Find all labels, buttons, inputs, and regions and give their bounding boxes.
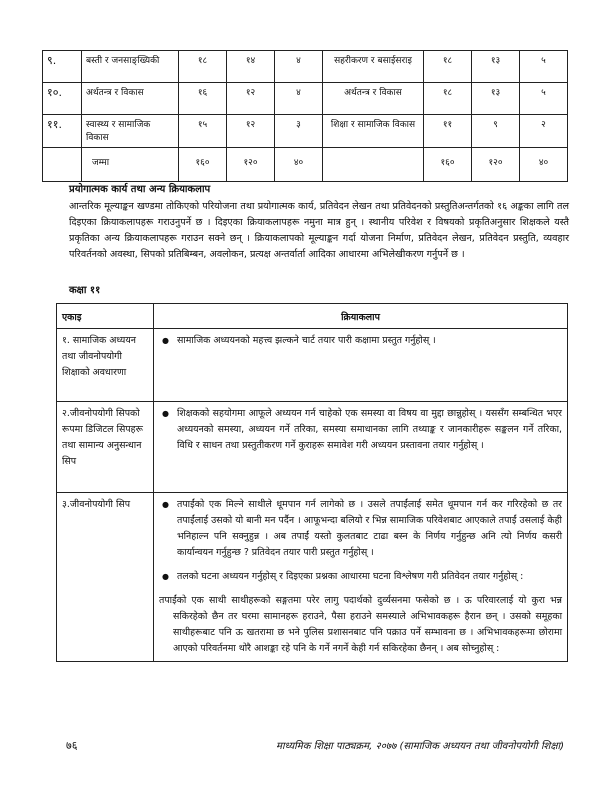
unit-cell: २.जीवनोपयोगी सिपको रूपमा डिजिटल सिपहरू तथा सामान्य अनुसन्धान सिप	[57, 402, 154, 493]
unit-topic: अर्थतन्त्र र विकास	[82, 83, 179, 115]
marks-practical: ३	[275, 115, 323, 148]
table-row	[57, 329, 568, 402]
marks-total: १६०	[424, 148, 472, 182]
column-header-activity: क्रियाकलाप	[154, 304, 568, 329]
marks-practical: ४०	[520, 148, 568, 182]
unit-cell: १. सामाजिक अध्ययन तथा जीवनोपयोगी शिक्षाको अवधारणा	[57, 329, 154, 402]
table-row	[43, 83, 568, 115]
activity-cell	[154, 493, 568, 662]
table-header-row	[57, 304, 568, 329]
marks-practical: ४	[275, 83, 323, 115]
marks-total: १८	[424, 51, 472, 83]
page-number: ७६	[66, 739, 78, 752]
case-study-text: तपाईंको एक साथी साथीहरूको सङ्गतमा परेर लागु पदार्थको दुर्व्यसनमा फसेको छ । ऊ परिवारलाई यो कुरा भन्न सकिरहेको छैन तर घरमा सामानहरू हराउने, पैसा हराउने समस्याले अभिभावकहरू हैरान छन् । उसको समूहका साथीहरूबाट पनि ऊ खतरामा छ भने पुलिस प्रशासनबाट पनि पक्राउ पर्ने सम्भावना छ । अभिभावकहरूमा छोरामा आएको परिवर्तनमा थोरै आशङ्का रहे पनि के गर्ने नगर्ने केही गर्न सकिरहेका छैनन् । अब सोच्नुहोस् :	[159, 595, 562, 654]
serial-number: ११.	[43, 115, 82, 148]
activity-bullet: ● तपाईंको एक मिल्ने साथीले धूमपान गर्न लागेको छ । उसले तपाईंलाई समेत धूमपान गर्न कर गरिरहेको छ तर तपाईंलाई उसको यो बानी मन पर्दैन । आफूभन्दा बलियो र भिन्न सामाजिक परिवेशबाट आएकाले तपाईं उसलाई केही भनिहाल्न पनि सक्नुहुन्न । अब तपाईं यस्तो कुलतबाट टाढा बस्न के निर्णय गर्नुहुन्छ अनि त्यो निर्णय कसरी कार्यान्वयन गर्नुहुन्छ ? प्रतिवेदन तयार पारी प्रस्तुत गर्नुहोस् ।	[177, 497, 562, 561]
marks-distribution-table	[42, 50, 568, 182]
marks-practical: ५	[520, 51, 568, 83]
column-header-unit: एकाइ	[57, 304, 154, 329]
marks-theory: १२	[227, 115, 275, 148]
marks-total: १६	[179, 83, 227, 115]
marks-theory: १२०	[227, 148, 275, 182]
unit-topic-grade12: सहरीकरण र बसाईसराइ	[323, 51, 424, 83]
table-total-row	[43, 148, 568, 182]
unit-topic: बस्ती र जनसाङ्ख्यिकी	[82, 51, 179, 83]
unit-topic-grade12	[323, 148, 424, 182]
marks-theory: १४	[227, 51, 275, 83]
serial-number	[43, 148, 82, 182]
table-row	[43, 51, 568, 83]
marks-total: १८	[424, 83, 472, 115]
activity-bullet: ● शिक्षकको सहयोगमा आफूले अध्ययन गर्न चाहेको एक समस्या वा विषय वा मुद्दा छान्नुहोस् । यससँग सम्बन्धित भएर अध्ययनको समस्या, अध्ययन गर्ने तरिका, समस्या समाधानका लागि तथ्याङ्क र जानकारीहरू सङ्कलन गर्ने तरिका, विधि र साधन तथा प्रस्तुतीकरण गर्ने कुराहरू समावेश गरी अध्ययन प्रस्तावना तयार गर्नुहोस् ।	[177, 406, 562, 454]
unit-cell: ३.जीवनोपयोगी सिप	[57, 493, 154, 662]
marks-theory: १२	[227, 83, 275, 115]
activity-cell	[154, 329, 568, 402]
table-row	[43, 115, 568, 148]
marks-total: १५	[179, 115, 227, 148]
activity-bullet: ● सामाजिक अध्ययनको महत्त्व झल्कने चार्ट तयार पारी कक्षामा प्रस्तुत गर्नुहोस् ।	[177, 333, 562, 349]
marks-theory: १२०	[472, 148, 520, 182]
total-label: जम्मा	[82, 148, 179, 182]
unit-topic-grade12: अर्थतन्त्र र विकास	[323, 83, 424, 115]
marks-theory: ९	[472, 115, 520, 148]
grade-label: कक्षा ११	[69, 285, 101, 296]
activity-bullet: ● तलको घटना अध्ययन गर्नुहोस् र दिइएका प्रश्नका आधारमा घटना विश्लेषण गरी प्रतिवेदन तयार गर्नुहोस् :	[177, 569, 562, 585]
marks-practical: ४	[275, 51, 323, 83]
marks-practical: ५	[520, 83, 568, 115]
serial-number: ९.	[43, 51, 82, 83]
marks-total: १६०	[179, 148, 227, 182]
section-heading: प्रयोगात्मक कार्य तथा अन्य क्रियाकलाप	[69, 184, 211, 195]
marks-total: ११	[424, 115, 472, 148]
table-row	[57, 402, 568, 493]
activity-cell	[154, 402, 568, 493]
section-paragraph: आन्तरिक मूल्याङ्कन खण्डमा तोकिएको परियोजना तथा प्रयोगात्मक कार्य, प्रतिवेदन लेखन तथा प्रतिवेदनको प्रस्तुतिअन्तर्गतको १६ अङ्कका लागि तल दिइएका क्रियाकलापहरू गराउनुपर्ने छ । दिइएका क्रियाकलापहरू नमुना मात्र हुन् । स्थानीय परिवेश र विषयको प्रकृतिअनुसार शिक्षकले यस्तै प्रकृतिका अन्य क्रियाकलापहरू गराउन सक्ने छन् । क्रियाकलापको मूल्याङ्कन गर्दा योजना निर्माण, प्रतिवेदन लेखन, प्रतिवेदन प्रस्तुति, व्यवहार परिवर्तनको अवस्था, सिपको प्रतिबिम्बन, अवलोकन, प्रत्यक्ष अन्तर्वार्ता आदिका आधारमा अभिलेखीकरण गर्नुपर्ने छ ।	[69, 201, 569, 260]
marks-practical: २	[520, 115, 568, 148]
table-row	[57, 493, 568, 662]
unit-topic-grade12: शिक्षा र सामाजिक विकास	[323, 115, 424, 148]
serial-number: १०.	[43, 83, 82, 115]
activities-table	[56, 303, 568, 662]
marks-total: १८	[179, 51, 227, 83]
marks-theory: १३	[472, 83, 520, 115]
marks-practical: ४०	[275, 148, 323, 182]
marks-theory: १३	[472, 51, 520, 83]
footer-title: माध्यमिक शिक्षा पाठ्यक्रम, २०७७ (सामाजिक अध्ययन तथा जीवनोपयोगी शिक्षा)	[276, 741, 564, 752]
unit-topic: स्वास्थ्य र सामाजिक विकास	[82, 115, 179, 148]
